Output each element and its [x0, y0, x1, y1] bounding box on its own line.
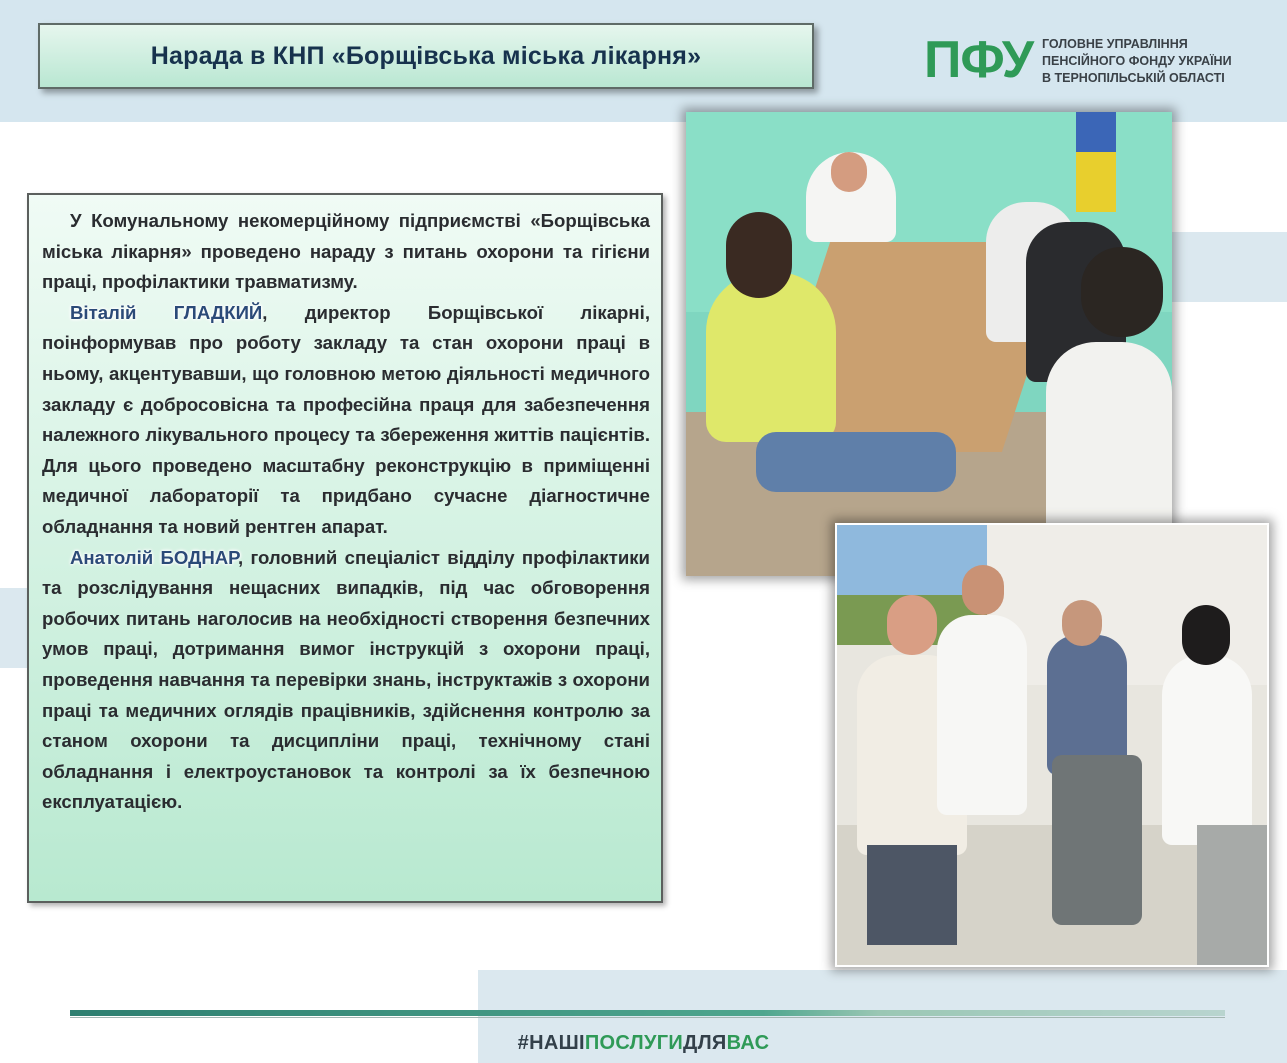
- paragraph-text: , директор Борщівської лікарні, поінформував про роботу закладу та стан охорони праці в ньому, акцентувавши, що головною метою діяльності медичного закладу є добросовісна та професійна праця для забезпечення належного лікувального процесу та збереження життів пацієнтів. Для цього проведено масштабну реконструкцію в приміщенні медичної лабораторії та придбано сучасне діагностичне обладнання та новий рентген апарат.: [42, 301, 650, 537]
- logo-line: В ТЕРНОПІЛЬСЬКІЙ ОБЛАСТІ: [1042, 71, 1225, 85]
- person-name: Віталій ГЛАДКИЙ: [70, 301, 263, 323]
- article-paragraph: У Комунальному некомерційному підприємстві «Борщівська міська лікарня» проведено нараду з питань охорони та гігієни праці, профілактики травматизму.: [42, 210, 650, 293]
- hashtag-part: ПОСЛУГИ: [584, 1032, 684, 1054]
- logo-line: ПЕНСІЙНОГО ФОНДУ УКРАЇНИ: [1042, 54, 1232, 68]
- page-title: Нарада в КНП «Борщівська міська лікарня»: [150, 41, 702, 70]
- hashtag: [0, 1030, 1287, 1056]
- hashtag-part: ДЛЯ: [683, 1032, 727, 1054]
- article-paragraph: [42, 298, 650, 543]
- article-box: [27, 193, 663, 903]
- paragraph-text: , головний спеціаліст відділу профілактики та розслідування нещасних випадків, під час обговорення робочих питань наголосив на необхідності створення безпечних умов праці, дотримання вимог інструкцій з охорони праці, проведення навчання та перевірки знань, інструктажів з охорони праці та медичних оглядів працівників, здійснення контролю за станом охорони та дисципліни праці, технічному стані обладнання і електроустановок та контролі за їх безпечною експлуатацією.: [42, 546, 650, 813]
- sterilizer-icon: [1052, 755, 1142, 925]
- meeting-photo: [686, 112, 1172, 576]
- footer-divider: [70, 1010, 1225, 1016]
- person-name: Анатолій БОДНАР: [70, 546, 239, 568]
- article-paragraph: [42, 543, 650, 818]
- pfu-logo: [924, 30, 1264, 100]
- logo-line: ГОЛОВНЕ УПРАВЛІННЯ: [1042, 37, 1188, 51]
- logo-caption: [1042, 36, 1272, 87]
- title-banner: [38, 23, 814, 89]
- flag-icon: [1076, 112, 1116, 152]
- hashtag-part: ВАС: [726, 1032, 770, 1054]
- logo-mark: ПФУ: [924, 31, 1034, 89]
- hashtag-part: #НАШІ: [517, 1032, 585, 1054]
- decor-band-left: [0, 588, 30, 668]
- laboratory-photo: [835, 523, 1269, 967]
- decor-band-right: [1172, 232, 1287, 302]
